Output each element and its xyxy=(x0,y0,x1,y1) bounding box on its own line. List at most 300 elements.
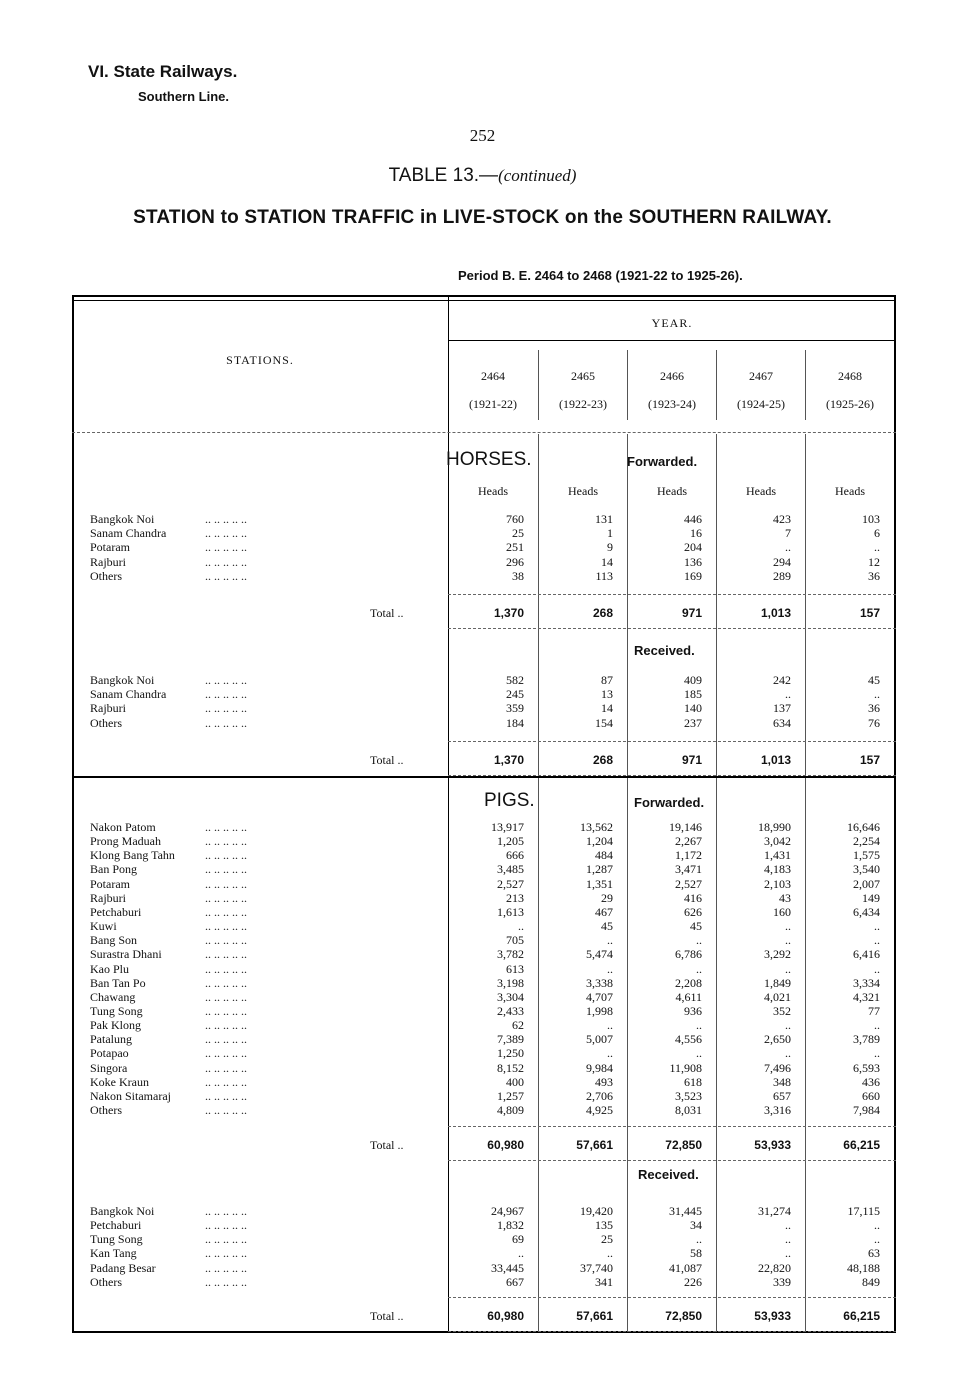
leader-dots: .. .. .. .. .. xyxy=(205,540,247,555)
leader-dots: .. .. .. .. .. xyxy=(205,701,247,716)
total-label: Total .. xyxy=(370,1309,404,1323)
total-value: 157 xyxy=(859,753,880,767)
cell-value: 16,646 xyxy=(847,820,880,834)
leader-dots: .. .. .. .. .. xyxy=(205,919,247,934)
cell-value: 467 xyxy=(595,904,613,919)
cell-value: 31,274 xyxy=(758,1204,791,1218)
total-underline xyxy=(448,1160,896,1161)
table-row xyxy=(0,1032,965,1046)
station-name: Chawang xyxy=(90,989,136,1004)
station-name: Petchaburi xyxy=(90,1218,142,1233)
table-row xyxy=(0,1046,965,1060)
cell-value: 400 xyxy=(506,1074,524,1089)
frame-inner-top xyxy=(72,300,896,301)
cell-value: 1,998 xyxy=(586,1003,613,1018)
total-value: 971 xyxy=(681,606,702,620)
table-title: STATION to STATION TRAFFIC in LIVE-STOCK on the SOUTHERN RAILWAY. xyxy=(133,207,832,228)
total-rule xyxy=(448,1126,896,1127)
station-name: Rajburi xyxy=(90,701,126,716)
cell-value: 666 xyxy=(506,848,524,863)
cell-value: 849 xyxy=(862,1274,880,1289)
cell-value: 1,204 xyxy=(586,834,613,849)
leader-dots: .. .. .. .. .. xyxy=(205,715,247,730)
leader-dots: .. .. .. .. .. xyxy=(205,1018,247,1033)
leader-dots: .. .. .. .. .. xyxy=(205,1232,247,1247)
cell-value: 63 xyxy=(868,1246,880,1261)
leader-dots: .. .. .. .. .. xyxy=(205,820,247,834)
cell-value: 1,849 xyxy=(764,975,791,990)
table-row xyxy=(0,555,965,569)
cell-value: 5,007 xyxy=(586,1032,613,1047)
total-rule xyxy=(448,741,896,742)
cell-value: .. xyxy=(607,961,613,976)
cell-value: 9 xyxy=(607,540,613,555)
cell-value: 582 xyxy=(506,673,524,687)
total-value: 66,215 xyxy=(843,1138,880,1152)
cell-value: 204 xyxy=(684,540,702,555)
cell-value: 7,496 xyxy=(764,1060,791,1075)
table-row xyxy=(0,1089,965,1103)
cell-value: 2,527 xyxy=(497,876,524,891)
leader-dots: .. .. .. .. .. xyxy=(205,554,247,569)
cell-value: 25 xyxy=(512,526,524,541)
cell-value: 1,205 xyxy=(497,834,524,849)
station-name: Sanam Chandra xyxy=(90,526,167,541)
cell-value: 251 xyxy=(506,540,524,555)
cell-value: 1,287 xyxy=(586,862,613,877)
cell-value: 8,152 xyxy=(497,1060,524,1075)
station-name: Ban Tan Po xyxy=(90,975,146,990)
cell-value: 6 xyxy=(874,526,880,541)
cell-value: 87 xyxy=(601,673,613,687)
cell-value: .. xyxy=(518,919,524,934)
cell-value: 4,925 xyxy=(586,1103,613,1117)
total-value: 1,370 xyxy=(493,753,524,767)
total-value: 971 xyxy=(681,753,702,767)
cell-value: 3,789 xyxy=(853,1032,880,1047)
cell-value: 14 xyxy=(601,554,613,569)
total-value: 1,370 xyxy=(493,606,524,620)
cell-value: 45 xyxy=(601,919,613,934)
year-col-divider xyxy=(627,350,628,420)
station-name: Potaram xyxy=(90,876,130,891)
cell-value: 3,471 xyxy=(675,862,702,877)
station-name: Rajburi xyxy=(90,890,126,905)
table-row xyxy=(0,990,965,1004)
station-name: Rajburi xyxy=(90,554,126,569)
cell-value: .. xyxy=(874,540,880,555)
table-label xyxy=(0,165,965,187)
cell-value: .. xyxy=(874,1218,880,1233)
cell-value: 3,523 xyxy=(675,1088,702,1103)
total-label: Total .. xyxy=(370,606,404,620)
cell-value: 5,474 xyxy=(586,947,613,962)
cell-value: 936 xyxy=(684,1003,702,1018)
station-name: Others xyxy=(90,1103,122,1117)
station-name: Koke Kraun xyxy=(90,1074,149,1089)
unit-label: Heads xyxy=(478,484,508,498)
section-heading: VI. State Railways. xyxy=(88,62,238,81)
total-value: 157 xyxy=(859,606,880,620)
total-value: 53,933 xyxy=(754,1309,791,1323)
table-row xyxy=(0,1075,965,1089)
cell-value: .. xyxy=(696,1232,702,1247)
cell-value: 2,527 xyxy=(675,876,702,891)
cell-value: 76 xyxy=(868,715,880,730)
section-title: HORSES. xyxy=(446,449,532,470)
leader-dots: .. .. .. .. .. xyxy=(205,1060,247,1075)
total-underline xyxy=(448,1331,896,1332)
cell-value: .. xyxy=(607,1246,613,1261)
cell-value: 45 xyxy=(690,919,702,934)
cell-value: 484 xyxy=(595,848,613,863)
cell-value: 36 xyxy=(868,701,880,716)
year-label: YEAR. xyxy=(651,316,693,330)
cell-value: 2,650 xyxy=(764,1032,791,1047)
year-be-2466: 2466 xyxy=(660,369,684,383)
year-underline xyxy=(448,340,896,341)
cell-value: 2,208 xyxy=(675,975,702,990)
cell-value: 29 xyxy=(601,890,613,905)
station-name: Kuwi xyxy=(90,919,117,934)
cell-value: 3,042 xyxy=(764,834,791,849)
cell-value: 3,338 xyxy=(586,975,613,990)
cell-value: 135 xyxy=(595,1218,613,1233)
station-name: Patalung xyxy=(90,1032,132,1047)
station-name: Bang Son xyxy=(90,933,138,948)
cell-value: 245 xyxy=(506,687,524,702)
leader-dots: .. .. .. .. .. xyxy=(205,947,247,962)
cell-value: 16 xyxy=(690,526,702,541)
cell-value: 226 xyxy=(684,1274,702,1289)
cell-value: .. xyxy=(607,1046,613,1061)
received-label: Received. xyxy=(638,1167,699,1182)
station-name: Padang Besar xyxy=(90,1260,156,1275)
cell-value: 339 xyxy=(773,1274,791,1289)
cell-value: 22,820 xyxy=(758,1260,791,1275)
cell-value: 3,198 xyxy=(497,975,524,990)
cell-value: 1,832 xyxy=(497,1218,524,1233)
station-name: Ban Pong xyxy=(90,862,138,877)
cell-value: 77 xyxy=(868,1003,880,1018)
cell-value: 613 xyxy=(506,961,524,976)
forwarded-label: Forwarded. xyxy=(634,795,705,810)
cell-value: 185 xyxy=(684,687,702,702)
year-col-divider xyxy=(538,350,539,420)
cell-value: .. xyxy=(785,1218,791,1233)
cell-value: .. xyxy=(785,1018,791,1033)
cell-value: 113 xyxy=(595,568,613,583)
total-value: 53,933 xyxy=(754,1138,791,1152)
station-name: Others xyxy=(90,1274,122,1289)
table-row xyxy=(0,569,965,583)
leader-dots: .. .. .. .. .. xyxy=(205,904,247,919)
cell-value: 6,416 xyxy=(853,947,880,962)
cell-value: .. xyxy=(785,687,791,702)
cell-value: 3,316 xyxy=(764,1103,791,1117)
cell-value: 242 xyxy=(773,673,791,687)
cell-value: 12 xyxy=(868,554,880,569)
cell-value: 416 xyxy=(684,890,702,905)
cell-value: 19,420 xyxy=(580,1204,613,1218)
total-row xyxy=(0,1138,965,1152)
line-heading: Southern Line. xyxy=(138,89,229,104)
leader-dots: .. .. .. .. .. xyxy=(205,687,247,702)
year-col-divider xyxy=(716,350,717,420)
cell-value: 2,103 xyxy=(764,876,791,891)
cell-value: 4,183 xyxy=(764,862,791,877)
unit-label: Heads xyxy=(835,484,865,498)
cell-value: 2,267 xyxy=(675,834,702,849)
cell-value: 6,434 xyxy=(853,904,880,919)
cell-value: 436 xyxy=(862,1074,880,1089)
cell-value: 4,556 xyxy=(675,1032,702,1047)
cell-value: 1,172 xyxy=(675,848,702,863)
station-name: Potapao xyxy=(90,1046,129,1061)
cell-value: 213 xyxy=(506,890,524,905)
table-row xyxy=(0,862,965,876)
cell-value: 4,021 xyxy=(764,989,791,1004)
table-row xyxy=(0,701,965,715)
station-name: Tung Song xyxy=(90,1003,143,1018)
cell-value: 34 xyxy=(690,1218,702,1233)
leader-dots: .. .. .. .. .. xyxy=(205,862,247,877)
leader-dots: .. .. .. .. .. xyxy=(205,1103,247,1117)
leader-dots: .. .. .. .. .. xyxy=(205,1260,247,1275)
forwarded-label: Forwarded. xyxy=(627,454,698,469)
cell-value: .. xyxy=(785,919,791,934)
table-continued: (continued) xyxy=(498,166,577,185)
station-name: Surastra Dhani xyxy=(90,947,162,962)
cell-value: 1 xyxy=(607,526,613,541)
station-name: Petchaburi xyxy=(90,904,142,919)
cell-value: 2,706 xyxy=(586,1088,613,1103)
table-row xyxy=(0,673,965,687)
leader-dots: .. .. .. .. .. xyxy=(205,848,247,863)
table-row xyxy=(0,1246,965,1260)
station-name: Pak Klong xyxy=(90,1018,141,1033)
cell-value: 69 xyxy=(512,1232,524,1247)
cell-value: 3,782 xyxy=(497,947,524,962)
cell-value: 140 xyxy=(684,701,702,716)
cell-value: .. xyxy=(696,1046,702,1061)
cell-value: 657 xyxy=(773,1088,791,1103)
cell-value: 8,031 xyxy=(675,1103,702,1117)
cell-value: 1,575 xyxy=(853,848,880,863)
cell-value: 237 xyxy=(684,715,702,730)
year-col-divider xyxy=(805,350,806,420)
cell-value: 17,115 xyxy=(847,1204,880,1218)
cell-value: 9,984 xyxy=(586,1060,613,1075)
cell-value: 62 xyxy=(512,1018,524,1033)
year-ce-2468: (1925-26) xyxy=(826,397,874,411)
total-value: 66,215 xyxy=(843,1309,880,1323)
cell-value: 48,188 xyxy=(847,1260,880,1275)
cell-value: 3,304 xyxy=(497,989,524,1004)
leader-dots: .. .. .. .. .. xyxy=(205,1046,247,1061)
leader-dots: .. .. .. .. .. xyxy=(205,1088,247,1103)
table-row xyxy=(0,1261,965,1275)
cell-value: 1,431 xyxy=(764,848,791,863)
cell-value: 149 xyxy=(862,890,880,905)
cell-value: .. xyxy=(874,1046,880,1061)
station-name: Bangkok Noi xyxy=(90,1204,155,1218)
table-row xyxy=(0,512,965,526)
leader-dots: .. .. .. .. .. xyxy=(205,890,247,905)
cell-value: .. xyxy=(874,961,880,976)
table-row xyxy=(0,962,965,976)
cell-value: 184 xyxy=(506,715,524,730)
cell-value: .. xyxy=(785,961,791,976)
leader-dots: .. .. .. .. .. xyxy=(205,933,247,948)
cell-value: 4,321 xyxy=(853,989,880,1004)
cell-value: 294 xyxy=(773,554,791,569)
table-row xyxy=(0,687,965,701)
leader-dots: .. .. .. .. .. xyxy=(205,1204,247,1218)
leader-dots: .. .. .. .. .. xyxy=(205,961,247,976)
leader-dots: .. .. .. .. .. xyxy=(205,512,247,526)
cell-value: 7 xyxy=(785,526,791,541)
cell-value: 36 xyxy=(868,568,880,583)
cell-value: 2,433 xyxy=(497,1003,524,1018)
cell-value: .. xyxy=(874,933,880,948)
cell-value: .. xyxy=(785,540,791,555)
station-name: Nakon Sitamaraj xyxy=(90,1088,171,1103)
station-name: Klong Bang Tahn xyxy=(90,848,175,863)
leader-dots: .. .. .. .. .. xyxy=(205,989,247,1004)
station-name: Prong Maduah xyxy=(90,834,161,849)
total-value: 60,980 xyxy=(487,1138,524,1152)
cell-value: 705 xyxy=(506,933,524,948)
cell-value: 352 xyxy=(773,1003,791,1018)
leader-dots: .. .. .. .. .. xyxy=(205,1218,247,1233)
cell-value: 1,250 xyxy=(497,1046,524,1061)
header-rule xyxy=(72,432,896,433)
year-be-2467: 2467 xyxy=(749,369,773,383)
cell-value: 760 xyxy=(506,512,524,526)
cell-value: 13 xyxy=(601,687,613,702)
cell-value: 103 xyxy=(862,512,880,526)
leader-dots: .. .. .. .. .. xyxy=(205,834,247,849)
cell-value: 3,485 xyxy=(497,862,524,877)
cell-value: .. xyxy=(874,919,880,934)
table-row xyxy=(0,1275,965,1289)
total-row xyxy=(0,606,965,620)
station-name: Others xyxy=(90,715,122,730)
cell-value: .. xyxy=(607,1018,613,1033)
received-label: Received. xyxy=(634,643,695,658)
cell-value: 1,351 xyxy=(586,876,613,891)
table-row xyxy=(0,1004,965,1018)
cell-value: 41,087 xyxy=(669,1260,702,1275)
cell-value: 154 xyxy=(595,715,613,730)
unit-label: Heads xyxy=(568,484,598,498)
cell-value: 13,562 xyxy=(580,820,613,834)
table-row xyxy=(0,891,965,905)
table-row xyxy=(0,976,965,990)
cell-value: 296 xyxy=(506,554,524,569)
table-row xyxy=(0,1103,965,1117)
period-label: Period B. E. 2464 to 2468 (1921-22 to 1925-26). xyxy=(458,268,743,283)
cell-value: 3,292 xyxy=(764,947,791,962)
cell-value: 3,540 xyxy=(853,862,880,877)
cell-value: 289 xyxy=(773,568,791,583)
leader-dots: .. .. .. .. .. xyxy=(205,1074,247,1089)
total-row xyxy=(0,1309,965,1323)
total-value: 72,850 xyxy=(665,1138,702,1152)
cell-value: 45 xyxy=(868,673,880,687)
total-row xyxy=(0,753,965,767)
cell-value: 618 xyxy=(684,1074,702,1089)
year-ce-2464: (1921-22) xyxy=(469,397,517,411)
cell-value: 18,990 xyxy=(758,820,791,834)
cell-value: 626 xyxy=(684,904,702,919)
cell-value: 7,984 xyxy=(853,1103,880,1117)
cell-value: .. xyxy=(696,933,702,948)
cell-value: 58 xyxy=(690,1246,702,1261)
table-row xyxy=(0,947,965,961)
table-row xyxy=(0,1061,965,1075)
cell-value: .. xyxy=(518,1246,524,1261)
table-number: TABLE 13.— xyxy=(388,165,499,186)
table-row xyxy=(0,933,965,947)
cell-value: 33,445 xyxy=(491,1260,524,1275)
station-name: Potaram xyxy=(90,540,130,555)
cell-value: 38 xyxy=(512,568,524,583)
table-row xyxy=(0,1204,965,1218)
year-ce-2466: (1923-24) xyxy=(648,397,696,411)
table-row xyxy=(0,526,965,540)
cell-value: 660 xyxy=(862,1088,880,1103)
cell-value: .. xyxy=(696,1018,702,1033)
table-row xyxy=(0,848,965,862)
total-value: 60,980 xyxy=(487,1309,524,1323)
cell-value: 6,786 xyxy=(675,947,702,962)
table-row xyxy=(0,919,965,933)
cell-value: 3,334 xyxy=(853,975,880,990)
cell-value: 348 xyxy=(773,1074,791,1089)
cell-value: .. xyxy=(874,1232,880,1247)
cell-value: 169 xyxy=(684,568,702,583)
cell-value: 24,967 xyxy=(491,1204,524,1218)
station-name: Kan Tang xyxy=(90,1246,137,1261)
station-name: Nakon Patom xyxy=(90,820,156,834)
total-rule xyxy=(448,594,896,595)
leader-dots: .. .. .. .. .. xyxy=(205,568,247,583)
leader-dots: .. .. .. .. .. xyxy=(205,1246,247,1261)
table-row xyxy=(0,1232,965,1246)
table-row xyxy=(0,540,965,554)
year-ce-2467: (1924-25) xyxy=(737,397,785,411)
leader-dots: .. .. .. .. .. xyxy=(205,1032,247,1047)
cell-value: 341 xyxy=(595,1274,613,1289)
cell-value: 2,254 xyxy=(853,834,880,849)
cell-value: .. xyxy=(785,1246,791,1261)
cell-value: .. xyxy=(696,961,702,976)
table-row xyxy=(0,716,965,730)
leader-dots: .. .. .. .. .. xyxy=(205,876,247,891)
station-name: Kao Plu xyxy=(90,961,129,976)
table-row xyxy=(0,877,965,891)
cell-value: 423 xyxy=(773,512,791,526)
cell-value: .. xyxy=(785,1046,791,1061)
unit-label: Heads xyxy=(746,484,776,498)
page-number: 252 xyxy=(469,126,496,145)
year-be-2465: 2465 xyxy=(571,369,595,383)
station-name: Bangkok Noi xyxy=(90,512,155,526)
cell-value: 137 xyxy=(773,701,791,716)
total-value: 72,850 xyxy=(665,1309,702,1323)
